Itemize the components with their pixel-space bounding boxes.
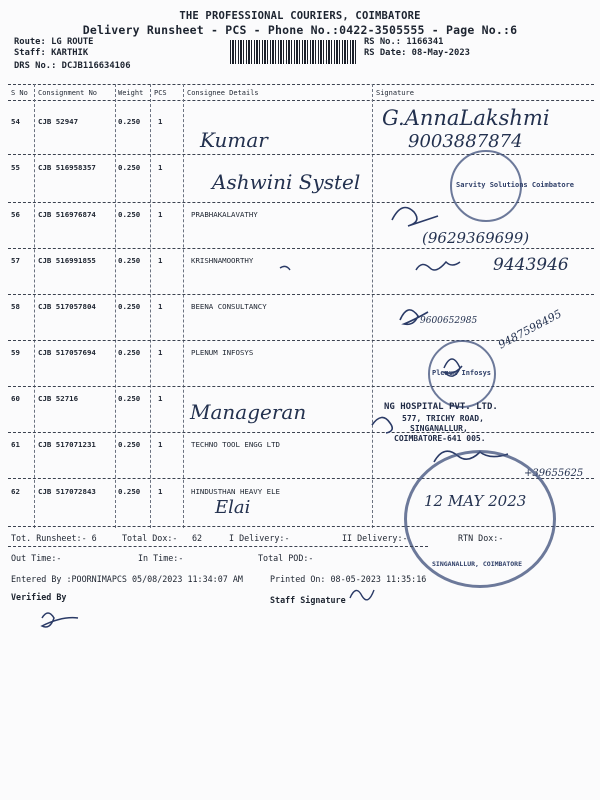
- row-weight: 0.250: [118, 440, 141, 449]
- entered-by: Entered By :POORNIMAPCS 05/08/2023 11:34:07 AM: [11, 574, 243, 584]
- handwritten-phone: 9600652985: [420, 316, 478, 326]
- row-consignment: CJB 517072843: [38, 487, 96, 496]
- hospital-stamp-line: 577, TRICHY ROAD,: [402, 414, 484, 423]
- col-header-consignment: Consignment No: [38, 89, 98, 97]
- stamp-text: Sarvity Solutions Coimbatore: [456, 181, 575, 189]
- row-sno: 62: [11, 487, 20, 496]
- total-pod: Total POD:-: [258, 553, 314, 563]
- col-header-signature: Signature: [376, 89, 414, 97]
- row-details: BEENA CONSULTANCY: [191, 302, 267, 311]
- handwritten-phone: +39655625: [524, 468, 584, 479]
- row-pcs: 1: [158, 302, 163, 311]
- hospital-stamp-line: NG HOSPITAL PVT. LTD.: [384, 402, 498, 412]
- rs-date: RS Date: 08-May-2023: [364, 48, 470, 58]
- stamp-text: Plenum Infosys: [432, 369, 492, 377]
- row-consignment: CJB 52716: [38, 394, 79, 403]
- hospital-stamp-line: COIMBATORE-641 005.: [394, 434, 486, 443]
- row-sno: 57: [11, 256, 20, 265]
- row-pcs: 1: [158, 210, 163, 219]
- row-weight: 0.250: [118, 256, 141, 265]
- row-pcs: 1: [158, 487, 163, 496]
- row-sno: 60: [11, 394, 20, 403]
- handwritten-phone: 9003887874: [408, 131, 523, 152]
- row-details: KRISHNAMOORTHY: [191, 256, 254, 265]
- row-weight: 0.250: [118, 210, 141, 219]
- handwritten-phone: 9487598495: [496, 307, 564, 352]
- row-sno: 58: [11, 302, 20, 311]
- col-header-weight: Weight: [118, 89, 144, 97]
- row-details: PLENUM INFOSYS: [191, 348, 254, 357]
- runsheet-title: Delivery Runsheet - PCS - Phone No.:0422-3505555 - Page No.:6: [82, 23, 518, 37]
- row-sno: 59: [11, 348, 20, 357]
- row-pcs: 1: [158, 348, 163, 357]
- col-header-details: Consignee Details: [187, 89, 259, 97]
- handwritten-name: Ashwini Systel: [212, 170, 361, 194]
- row-consignment: CJB 52947: [38, 117, 79, 126]
- tot-runsheet: Tot. Runsheet:- 6: [11, 533, 97, 543]
- i-delivery: I Delivery:-: [229, 533, 290, 543]
- row-consignment: CJB 517071231: [38, 440, 96, 449]
- row-weight: 0.250: [118, 487, 141, 496]
- staff-signature: Staff Signature: [270, 595, 346, 605]
- staff: Staff: KARTHIK: [14, 48, 89, 58]
- row-pcs: 1: [158, 440, 163, 449]
- stamp-text: SINGANALLUR, COIMBATORE: [432, 560, 523, 568]
- handwritten-signature: G.AnnaLakshmi: [382, 106, 550, 130]
- row-weight: 0.250: [118, 302, 141, 311]
- row-details: HINDUSTHAN HEAVY ELE: [191, 487, 280, 496]
- row-consignment: CJB 516958357: [38, 163, 96, 172]
- row-consignment: CJB 517057694: [38, 348, 96, 357]
- row-pcs: 1: [158, 163, 163, 172]
- row-pcs: 1: [158, 256, 163, 265]
- in-time: In Time:-: [138, 553, 184, 563]
- row-weight: 0.250: [118, 348, 141, 357]
- row-sno: 54: [11, 117, 20, 126]
- handwritten-phone: (9629369699): [422, 229, 530, 247]
- row-consignment: CJB 517057804: [38, 302, 96, 311]
- handwritten-name: Kumar: [200, 128, 268, 152]
- rtn-dox: RTN Dox:-: [458, 533, 504, 543]
- row-pcs: 1: [158, 394, 163, 403]
- row-consignment: CJB 516991855: [38, 256, 96, 265]
- company-name: THE PROFESSIONAL COURIERS, COIMBATORE: [179, 10, 421, 22]
- row-details: TECHNO TOOL ENGG LTD: [191, 440, 280, 449]
- drs-number: DRS No.: DCJB116634106: [14, 61, 131, 71]
- row-sno: 55: [11, 163, 20, 172]
- total-dox-value: 62: [192, 533, 203, 543]
- route: Route: LG ROUTE: [14, 37, 94, 47]
- row-weight: 0.250: [118, 163, 141, 172]
- total-dox-label: Total Dox:-: [122, 533, 178, 543]
- row-consignment: CJB 516976874: [38, 210, 96, 219]
- handwritten-date: 12 MAY 2023: [424, 492, 527, 510]
- row-sno: 61: [11, 440, 20, 449]
- handwritten-name: Elai: [215, 497, 251, 518]
- printed-on: Printed On: 08-05-2023 11:35:16: [270, 574, 427, 584]
- row-details: PRABHAKALAVATHY: [191, 210, 258, 219]
- handwritten-phone: 9443946: [493, 255, 569, 275]
- row-weight: 0.250: [118, 394, 141, 403]
- row-weight: 0.250: [118, 117, 141, 126]
- row-pcs: 1: [158, 117, 163, 126]
- out-time: Out Time:-: [11, 553, 62, 563]
- col-header-sno: S No: [11, 89, 28, 97]
- rs-number: RS No.: 1166341: [364, 37, 444, 47]
- footer-rule: [8, 546, 428, 547]
- col-header-pcs: PCS: [154, 89, 167, 97]
- hospital-stamp-line: SINGANALLUR,: [410, 424, 468, 433]
- verified-by: Verified By: [11, 592, 67, 602]
- row-sno: 56: [11, 210, 20, 219]
- handwritten-name: Manageran: [190, 400, 307, 424]
- ii-delivery: II Delivery:-: [342, 533, 408, 543]
